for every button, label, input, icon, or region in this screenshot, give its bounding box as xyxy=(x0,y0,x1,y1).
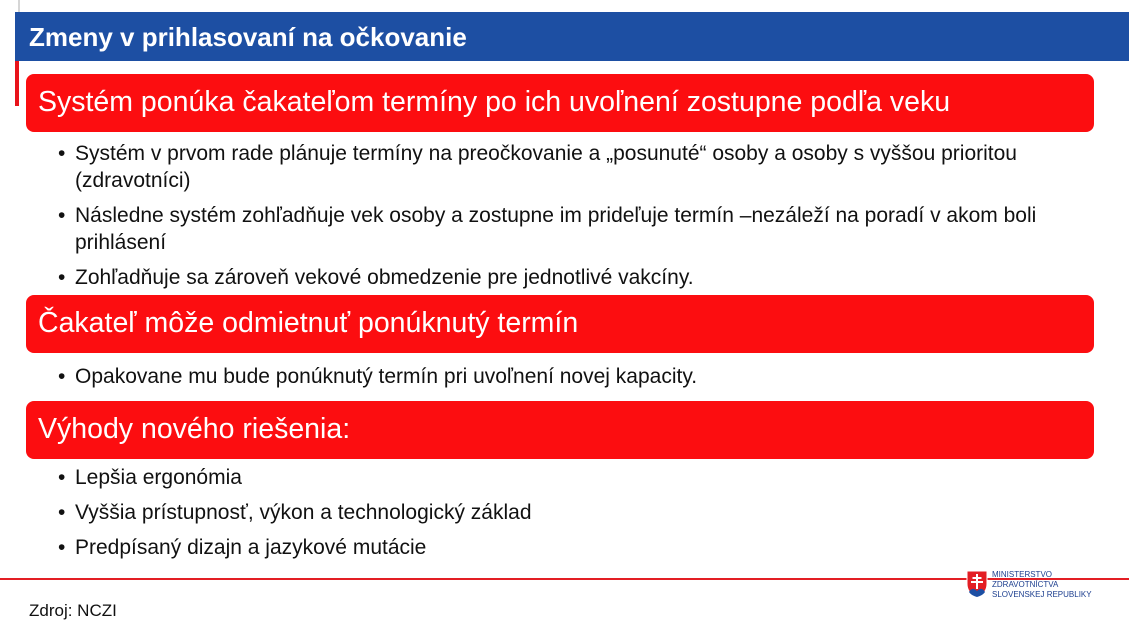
section-heading: Výhody nového riešenia: xyxy=(38,413,351,445)
left-accent-mark xyxy=(15,61,19,106)
top-accent-line xyxy=(18,0,20,12)
list-item: • Následne systém zohľadňuje vek osoby a zostupne im prideľuje termín –nezáleží na poradí v akom boli prihlásení xyxy=(58,202,1068,256)
list-item: • Predpísaný dizajn a jazykové mutácie xyxy=(58,534,1068,561)
list-item: • Vyššia prístupnosť, výkon a technologický základ xyxy=(58,499,1068,526)
footer-divider xyxy=(0,578,1129,580)
bullet-list xyxy=(58,464,1068,561)
slovak-coat-of-arms-icon xyxy=(966,570,988,598)
section-heading: Čakateľ môže odmietnuť ponúknutý termín xyxy=(38,307,579,339)
section-heading-bar xyxy=(26,401,1094,459)
list-item: • Opakovane mu bude ponúknutý termín pri uvoľnení novej kapacity. xyxy=(58,363,1068,390)
bullet-list xyxy=(58,363,1068,390)
section-heading-bar xyxy=(26,295,1094,353)
title-bar xyxy=(15,12,1129,61)
section-heading: Systém ponúka čakateľom termíny po ich uvoľnení zostupne podľa veku xyxy=(38,86,951,118)
list-item: • Systém v prvom rade plánuje termíny na preočkovanie a „posunuté“ osoby a osoby s vyššou prioritou (zdravotníci) xyxy=(58,140,1068,194)
source-note: Zdroj: NCZI xyxy=(29,601,117,620)
page-title: Zmeny v prihlasovaní na očkovanie xyxy=(29,22,467,52)
section-heading-bar xyxy=(26,74,1094,132)
ministry-logo-text: MINISTERSTVO ZDRAVOTNÍCTVA SLOVENSKEJ REPUBLIKY xyxy=(992,570,1092,599)
bullet-list xyxy=(58,140,1068,291)
ministry-logo xyxy=(966,569,1116,603)
list-item: • Lepšia ergonómia xyxy=(58,464,1068,491)
list-item: • Zohľadňuje sa zároveň vekové obmedzenie pre jednotlivé vakcíny. xyxy=(58,264,1068,291)
